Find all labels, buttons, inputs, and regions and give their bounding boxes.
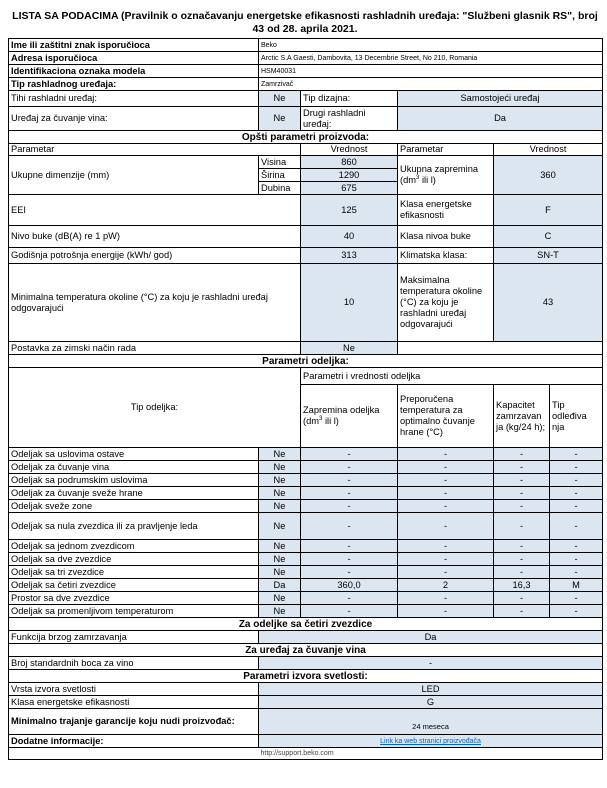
- depth-value: 675: [301, 182, 398, 195]
- noise-class-value: C: [494, 226, 603, 248]
- compartment-row: [9, 461, 603, 474]
- compartment-temp: -: [398, 566, 494, 579]
- compartment-row: [9, 566, 603, 579]
- light-header: Parametri izvora svetlosti:: [9, 670, 603, 683]
- min-temp-label: Minimalna temperatura okoline (°C) za koju je rashladni uređaj odgovarajući: [9, 264, 301, 342]
- compartment-row: [9, 500, 603, 513]
- compartment-present: Ne: [259, 474, 301, 487]
- compartment-capacity: -: [494, 540, 550, 553]
- compartment-present: Ne: [259, 487, 301, 500]
- compartment-row: [9, 592, 603, 605]
- compartment-defrost: -: [550, 566, 603, 579]
- compartment-present: Ne: [259, 566, 301, 579]
- height-value: 860: [301, 156, 398, 169]
- capacity-col-header: Kapacitet zamrzavan ja (kg/24 h);: [494, 385, 550, 448]
- compartment-present: Ne: [259, 553, 301, 566]
- value-col-header: Vrednost: [301, 144, 398, 156]
- compartment-capacity: -: [494, 487, 550, 500]
- datasheet: [8, 8, 602, 760]
- compartment-capacity: 16,3: [494, 579, 550, 592]
- compartment-name: Odeljak sveže zone: [9, 500, 259, 513]
- compartment-volume: -: [301, 566, 398, 579]
- compartment-defrost: -: [550, 487, 603, 500]
- document-title: LISTA SA PODACIMA (Pravilnik o označavanju energetske efikasnosti rashladnih uređaja: "Službeni glasnik RS", broj 43 od 28. aprila 2021.: [12, 10, 598, 35]
- other-value: Da: [398, 107, 603, 131]
- width-value: 1290: [301, 169, 398, 182]
- energy-class-value: F: [494, 195, 603, 226]
- compartment-name: Odeljak sa dve zvezdice: [9, 553, 259, 566]
- wine-value: Ne: [259, 107, 301, 131]
- compartment-volume: -: [301, 605, 398, 618]
- value-col-header-2: Vrednost: [494, 144, 603, 156]
- volume-value: 360: [494, 156, 603, 195]
- compartment-present: Ne: [259, 448, 301, 461]
- design-value: Samostojeći uređaj: [398, 91, 603, 107]
- compartment-name: Odeljak sa jednom zvezdicom: [9, 540, 259, 553]
- compartment-defrost: -: [550, 540, 603, 553]
- compartment-volume: -: [301, 461, 398, 474]
- energy-class-label: Klasa energetske efikasnosti: [398, 195, 494, 226]
- address-value: Arctic S.A Gaesti, Dambovita, 13 Decembrie Street, No 210, Romania: [259, 52, 603, 65]
- compartment-name: Odeljak za čuvanje vina: [9, 461, 259, 474]
- winter-value: Ne: [301, 342, 398, 355]
- compartment-present: Da: [259, 579, 301, 592]
- compartment-capacity: -: [494, 500, 550, 513]
- compartment-name: Odeljak sa promenljivom temperaturom: [9, 605, 259, 618]
- light-kind-label: Vrsta izvora svetlosti: [9, 683, 259, 696]
- compartment-row: [9, 474, 603, 487]
- compartment-defrost: -: [550, 513, 603, 540]
- eei-label: EEI: [9, 195, 301, 226]
- compartment-capacity: -: [494, 605, 550, 618]
- compartment-volume: -: [301, 487, 398, 500]
- type-value: Zamrzivač: [259, 78, 603, 91]
- compartment-temp: -: [398, 461, 494, 474]
- compartment-temp: -: [398, 500, 494, 513]
- volume-col-header: Zapremina odeljka ($dm^3$ ili l): [301, 385, 398, 448]
- compartment-type-header: Tip odeljka:: [9, 368, 301, 448]
- compartment-params-header: Parametri i vrednosti odeljka: [301, 368, 603, 385]
- noise-value: 40: [301, 226, 398, 248]
- compartment-capacity: -: [494, 592, 550, 605]
- support-url[interactable]: http://support.beko.com: [259, 748, 603, 760]
- volume-label: Ukupna zapremina ($dm^3$ ili l): [398, 156, 494, 195]
- param-col-header: Parametar: [9, 144, 301, 156]
- dimensions-label: Ukupne dimenzije (mm): [9, 156, 259, 195]
- compartment-volume: -: [301, 448, 398, 461]
- noise-class-label: Klasa nivoa buke: [398, 226, 494, 248]
- defrost-col-header: Tip odleđiva nja: [550, 385, 603, 448]
- compartment-volume: -: [301, 553, 398, 566]
- light-kind-value: LED: [259, 683, 603, 696]
- compartment-capacity: -: [494, 448, 550, 461]
- compartment-temp: -: [398, 553, 494, 566]
- bottles-value: -: [259, 657, 603, 670]
- compartment-name: Odeljak sa nula zvezdica ili za pravljenje leda: [9, 513, 259, 540]
- climate-value: SN-T: [494, 248, 603, 264]
- compartment-capacity: -: [494, 474, 550, 487]
- compartment-temp: -: [398, 540, 494, 553]
- compartment-volume: -: [301, 500, 398, 513]
- compartment-volume: -: [301, 540, 398, 553]
- compartment-defrost: -: [550, 605, 603, 618]
- extra-info-label: Dodatne informacije:: [9, 735, 259, 748]
- compartment-row: [9, 513, 603, 540]
- compartment-temp: -: [398, 448, 494, 461]
- compartment-capacity: -: [494, 566, 550, 579]
- compartment-name: Odeljak sa tri zvezdice: [9, 566, 259, 579]
- compartment-row: [9, 487, 603, 500]
- compartment-volume: 360,0: [301, 579, 398, 592]
- energy-consumption-label: Godišnja potrošnja energije (kWh/ god): [9, 248, 301, 264]
- quiet-value: Ne: [259, 91, 301, 107]
- compartment-name: Odeljak sa podrumskim uslovima: [9, 474, 259, 487]
- compartment-defrost: M: [550, 579, 603, 592]
- quiet-label: Tihi rashladni uređaj:: [9, 91, 259, 107]
- compartment-present: Ne: [259, 461, 301, 474]
- compartment-capacity: -: [494, 513, 550, 540]
- compartment-temp: -: [398, 487, 494, 500]
- compartment-name: Odeljak sa četiri zvezdice: [9, 579, 259, 592]
- noise-label: Nivo buke (dB(A) re 1 pW): [9, 226, 301, 248]
- model-label: Identifikaciona oznaka modela: [9, 65, 259, 78]
- compartment-row: [9, 605, 603, 618]
- compartment-row: [9, 540, 603, 553]
- compartment-volume: -: [301, 592, 398, 605]
- compartment-row: [9, 579, 603, 592]
- compartment-name: Odeljak za čuvanje sveže hrane: [9, 487, 259, 500]
- fast-freeze-value: Da: [259, 631, 603, 644]
- compartment-capacity: -: [494, 461, 550, 474]
- compartment-capacity: -: [494, 553, 550, 566]
- compartment-defrost: -: [550, 448, 603, 461]
- depth-label: Dubina: [259, 182, 301, 195]
- general-header: Opšti parametri proizvoda:: [9, 131, 603, 144]
- max-temp-label: Maksimalna temperatura okoline (°C) za koju je rashladni uređaj odgovarajući: [398, 264, 494, 342]
- warranty-value: 24 meseca: [259, 709, 603, 735]
- compartment-rows: [9, 448, 603, 618]
- energy-consumption-value: 313: [301, 248, 398, 264]
- width-label: Širina: [259, 169, 301, 182]
- max-temp-value: 43: [494, 264, 603, 342]
- compartment-name: Prostor sa dve zvezdice: [9, 592, 259, 605]
- compartment-defrost: -: [550, 474, 603, 487]
- compartment-present: Ne: [259, 500, 301, 513]
- compartment-present: Ne: [259, 605, 301, 618]
- compartment-defrost: -: [550, 553, 603, 566]
- compartment-temp: -: [398, 474, 494, 487]
- supplier-value: Beko: [259, 39, 603, 52]
- bottles-label: Broj standardnih boca za vino: [9, 657, 259, 670]
- four-star-header: Za odeljke sa četiri zvezdice: [9, 618, 603, 631]
- compartments-header: Parametri odeljka:: [9, 355, 603, 368]
- compartment-temp: 2: [398, 579, 494, 592]
- other-label: Drugi rashladni uređaj:: [301, 107, 398, 131]
- height-label: Visina: [259, 156, 301, 169]
- compartment-volume: -: [301, 474, 398, 487]
- compartment-name: Odeljak sa uslovima ostave: [9, 448, 259, 461]
- compartment-present: Ne: [259, 540, 301, 553]
- type-label: Tip rashladnog uređaja:: [9, 78, 259, 91]
- compartment-defrost: -: [550, 500, 603, 513]
- compartment-temp: -: [398, 513, 494, 540]
- datasheet-table: [8, 38, 603, 760]
- compartment-defrost: -: [550, 592, 603, 605]
- compartment-row: [9, 448, 603, 461]
- address-label: Adresa isporučioca: [9, 52, 259, 65]
- min-temp-value: 10: [301, 264, 398, 342]
- wine-label: Uređaj za čuvanje vina:: [9, 107, 259, 131]
- compartment-volume: -: [301, 513, 398, 540]
- compartment-present: Ne: [259, 513, 301, 540]
- light-class-value: G: [259, 696, 603, 709]
- param-col-header-2: Parametar: [398, 144, 494, 156]
- compartment-defrost: -: [550, 461, 603, 474]
- temp-col-header: Preporučena temperatura za optimalno čuvanje hrane (°C): [398, 385, 494, 448]
- model-value: HSM40031: [259, 65, 603, 78]
- winter-label: Postavka za zimski način rada: [9, 342, 301, 355]
- compartment-present: Ne: [259, 592, 301, 605]
- eei-value: 125: [301, 195, 398, 226]
- manufacturer-link[interactable]: Link ka web stranici proizvođača: [380, 738, 481, 745]
- compartment-row: [9, 553, 603, 566]
- fast-freeze-label: Funkcija brzog zamrzavanja: [9, 631, 259, 644]
- design-label: Tip dizajna:: [301, 91, 398, 107]
- light-class-label: Klasa energetske efikasnosti: [9, 696, 259, 709]
- wine-device-header: Za uređaj za čuvanje vina: [9, 644, 603, 657]
- compartment-temp: -: [398, 605, 494, 618]
- supplier-label: Ime ili zaštitni znak isporučioca: [9, 39, 259, 52]
- climate-label: Klimatska klasa:: [398, 248, 494, 264]
- compartment-temp: -: [398, 592, 494, 605]
- warranty-label: Minimalno trajanje garancije koju nudi proizvođač:: [9, 709, 259, 735]
